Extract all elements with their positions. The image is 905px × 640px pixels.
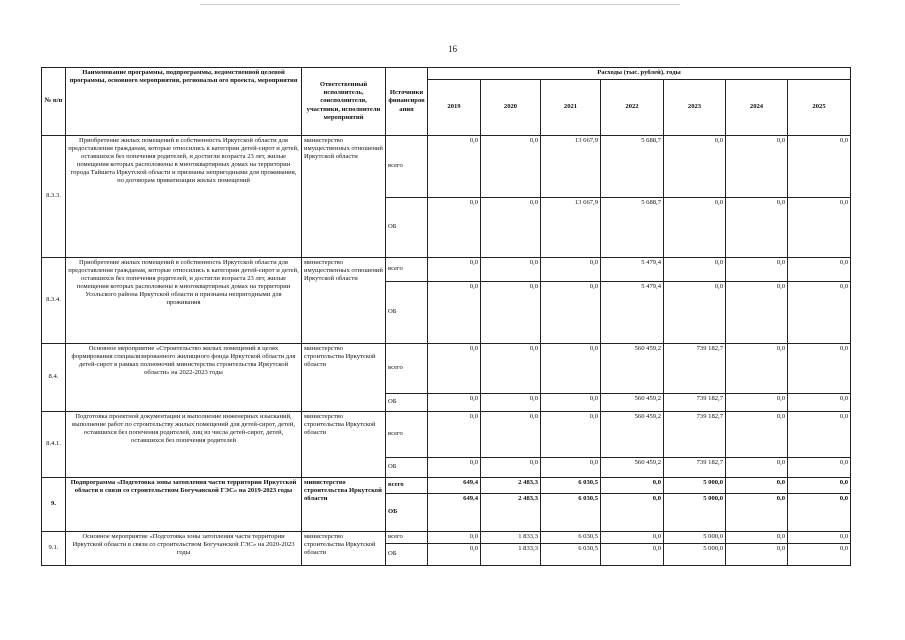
value-cell-2025: 0,0 <box>788 494 851 532</box>
row-source: всего <box>386 478 428 494</box>
value-cell-2024: 0,0 <box>726 258 788 282</box>
value-cell-2019: 0,0 <box>428 136 481 198</box>
value-cell-2025: 0,0 <box>788 532 851 544</box>
expenses-table <box>41 67 851 566</box>
table-row <box>42 136 851 198</box>
value-cell-2021: 0,0 <box>541 458 601 478</box>
row-name: Подпрограмма «Подготовка зоны затопления части территории Иркутской области в связи со строительством Богучанской ГЭС» на 2019-2023 годы <box>66 478 302 532</box>
row-name: Основное мероприятие «Строительство жилых помещений в целях формирования специализированного жилищного фонда Иркутской области для детей-сирот в рамках полномочий министерства строительства Иркутской области» на 2022-2023 годы <box>66 344 302 412</box>
value-cell-2025: 0,0 <box>788 412 851 458</box>
value-cell-2022: 5 688,7 <box>601 198 664 258</box>
value-cell-2025: 0,0 <box>788 544 851 566</box>
row-responsible: министерство имущественных отношений Иркутской области <box>302 136 386 258</box>
value-cell-2022: 0,0 <box>601 532 664 544</box>
row-responsible: министерство строительства Иркутской области <box>302 344 386 412</box>
value-cell-2022: 560 459,2 <box>601 344 664 394</box>
header-year-2019: 2019 <box>428 80 481 136</box>
table-row <box>42 532 851 544</box>
value-cell-2023: 739 182,7 <box>664 412 726 458</box>
value-cell-2019: 0,0 <box>428 458 481 478</box>
row-responsible: министерство строительства Иркутской области <box>302 478 386 532</box>
value-cell-2023: 5 000,0 <box>664 532 726 544</box>
value-cell-2022: 5 479,4 <box>601 282 664 344</box>
value-cell-2021: 0,0 <box>541 344 601 394</box>
value-cell-2025: 0,0 <box>788 198 851 258</box>
value-cell-2020: 1 833,3 <box>481 532 541 544</box>
value-cell-2021: 0,0 <box>541 412 601 458</box>
row-name: Основное мероприятие «Подготовка зоны затопления части территории Иркутской области в связи со строительством Богучанской ГЭС» на 2020-2023 годы <box>66 532 302 566</box>
value-cell-2020: 0,0 <box>481 258 541 282</box>
header-year-2024: 2024 <box>726 80 788 136</box>
value-cell-2023: 739 182,7 <box>664 344 726 394</box>
value-cell-2023: 5 000,0 <box>664 544 726 566</box>
value-cell-2022: 560 459,2 <box>601 394 664 412</box>
header-expenses: Расходы (тыс. рублей), годы <box>428 68 851 80</box>
value-cell-2022: 0,0 <box>601 544 664 566</box>
row-responsible: министерство строительства Иркутской области <box>302 412 386 478</box>
row-responsible: министерство строительства Иркутской области <box>302 532 386 566</box>
value-cell-2024: 0,0 <box>726 478 788 494</box>
page-number: 16 <box>448 44 457 54</box>
value-cell-2022: 5 479,4 <box>601 258 664 282</box>
row-responsible: министерство имущественных отношений Иркутской области <box>302 258 386 344</box>
table-row <box>42 344 851 394</box>
value-cell-2024: 0,0 <box>726 198 788 258</box>
value-cell-2020: 0,0 <box>481 344 541 394</box>
row-source: всего <box>386 344 428 394</box>
value-cell-2020: 0,0 <box>481 282 541 344</box>
row-name: Приобретение жилых помещений в собственность Иркутской области для предоставления гражданам, которые относились к категории детей-сирот и детей, оставшихся без попечения родителей, и достигли возраста 23 лет, жилые помещения которых расположены в многоквартирных домах на территории города Тайшета Иркутской области и признаны непригодными для проживания, по договорам приватизации жилых помещений <box>66 136 302 258</box>
value-cell-2020: 0,0 <box>481 412 541 458</box>
row-source: ОБ <box>386 282 428 344</box>
value-cell-2019: 649,4 <box>428 494 481 532</box>
header-year-2023: 2023 <box>664 80 726 136</box>
row-source: ОБ <box>386 544 428 566</box>
table-row <box>42 412 851 458</box>
value-cell-2023: 0,0 <box>664 258 726 282</box>
row-code: 9. <box>42 478 66 532</box>
header-year-2020: 2020 <box>481 80 541 136</box>
row-source: всего <box>386 532 428 544</box>
value-cell-2022: 0,0 <box>601 478 664 494</box>
value-cell-2025: 0,0 <box>788 136 851 198</box>
value-cell-2023: 739 182,7 <box>664 394 726 412</box>
value-cell-2024: 0,0 <box>726 544 788 566</box>
header-year-2025: 2025 <box>788 80 851 136</box>
row-source: ОБ <box>386 198 428 258</box>
value-cell-2020: 0,0 <box>481 394 541 412</box>
value-cell-2021: 6 030,5 <box>541 478 601 494</box>
value-cell-2024: 0,0 <box>726 394 788 412</box>
value-cell-2020: 0,0 <box>481 136 541 198</box>
value-cell-2025: 0,0 <box>788 478 851 494</box>
value-cell-2020: 2 483,3 <box>481 494 541 532</box>
row-name: Подготовка проектной документации и выполнение инженерных изысканий, выполнение работ по строительству жилых помещений для детей-сирот, детей, оставшихся без попечения родителей, лиц из числа детей-сирот, детей, оставшихся без попечения родителей <box>66 412 302 478</box>
value-cell-2022: 5 688,7 <box>601 136 664 198</box>
value-cell-2023: 739 182,7 <box>664 458 726 478</box>
value-cell-2019: 0,0 <box>428 544 481 566</box>
value-cell-2025: 0,0 <box>788 282 851 344</box>
value-cell-2024: 0,0 <box>726 458 788 478</box>
value-cell-2022: 560 459,2 <box>601 458 664 478</box>
value-cell-2019: 0,0 <box>428 394 481 412</box>
header-responsible: Ответственный исполнитель, соисполнители, участники, исполнители мероприятий <box>302 68 386 136</box>
value-cell-2024: 0,0 <box>726 532 788 544</box>
row-source: ОБ <box>386 458 428 478</box>
value-cell-2019: 0,0 <box>428 282 481 344</box>
value-cell-2022: 0,0 <box>601 494 664 532</box>
value-cell-2023: 5 000,0 <box>664 478 726 494</box>
value-cell-2023: 5 000,0 <box>664 494 726 532</box>
value-cell-2025: 0,0 <box>788 458 851 478</box>
value-cell-2025: 0,0 <box>788 344 851 394</box>
table-body <box>42 136 851 566</box>
value-cell-2024: 0,0 <box>726 282 788 344</box>
value-cell-2019: 649,4 <box>428 478 481 494</box>
value-cell-2021: 0,0 <box>541 258 601 282</box>
row-name: Приобретение жилых помещений в собственность Иркутской области для предоставления гражданам, которые относились к категории детей-сирот и детей, оставшихся без попечения родителей, и достигли возраста 23 лет, жилые помещения которых расположены в многоквартирных домах на территории Усольского района Иркутской области и признаны непригодными для проживания <box>66 258 302 344</box>
value-cell-2020: 0,0 <box>481 198 541 258</box>
value-cell-2019: 0,0 <box>428 198 481 258</box>
value-cell-2019: 0,0 <box>428 532 481 544</box>
table-row <box>42 478 851 494</box>
row-code: 8.3.3. <box>42 136 66 258</box>
row-code: 8.4.1. <box>42 412 66 478</box>
value-cell-2024: 0,0 <box>726 344 788 394</box>
value-cell-2023: 0,0 <box>664 282 726 344</box>
row-code: 9.1. <box>42 532 66 566</box>
row-source: всего <box>386 258 428 282</box>
table-row <box>42 258 851 282</box>
value-cell-2021: 13 667,9 <box>541 136 601 198</box>
value-cell-2022: 560 459,2 <box>601 412 664 458</box>
value-cell-2023: 0,0 <box>664 136 726 198</box>
value-cell-2021: 6 030,5 <box>541 532 601 544</box>
header-name: Наименование программы, подпрограммы, ведомственной целевой программы, основного мероприятия, региональн ого проекта, мероприятия <box>66 68 302 136</box>
value-cell-2019: 0,0 <box>428 412 481 458</box>
table-header <box>42 68 851 136</box>
header-sources: Источники финансиров ания <box>386 68 428 136</box>
value-cell-2024: 0,0 <box>726 494 788 532</box>
value-cell-2020: 1 833,3 <box>481 544 541 566</box>
top-rule <box>200 4 680 5</box>
value-cell-2021: 0,0 <box>541 394 601 412</box>
value-cell-2021: 6 030,5 <box>541 494 601 532</box>
value-cell-2024: 0,0 <box>726 412 788 458</box>
row-source: ОБ <box>386 394 428 412</box>
value-cell-2020: 2 483,3 <box>481 478 541 494</box>
value-cell-2020: 0,0 <box>481 458 541 478</box>
header-year-2021: 2021 <box>541 80 601 136</box>
value-cell-2023: 0,0 <box>664 198 726 258</box>
value-cell-2025: 0,0 <box>788 394 851 412</box>
row-code: 8.4. <box>42 344 66 412</box>
value-cell-2019: 0,0 <box>428 258 481 282</box>
value-cell-2019: 0,0 <box>428 344 481 394</box>
row-code: 8.3.4. <box>42 258 66 344</box>
value-cell-2024: 0,0 <box>726 136 788 198</box>
row-source: всего <box>386 412 428 458</box>
value-cell-2021: 0,0 <box>541 282 601 344</box>
value-cell-2021: 13 667,9 <box>541 198 601 258</box>
value-cell-2021: 6 030,5 <box>541 544 601 566</box>
header-year-2022: 2022 <box>601 80 664 136</box>
row-source: ОБ <box>386 494 428 532</box>
header-no: № п/п <box>42 68 66 136</box>
value-cell-2025: 0,0 <box>788 258 851 282</box>
row-source: всего <box>386 136 428 198</box>
